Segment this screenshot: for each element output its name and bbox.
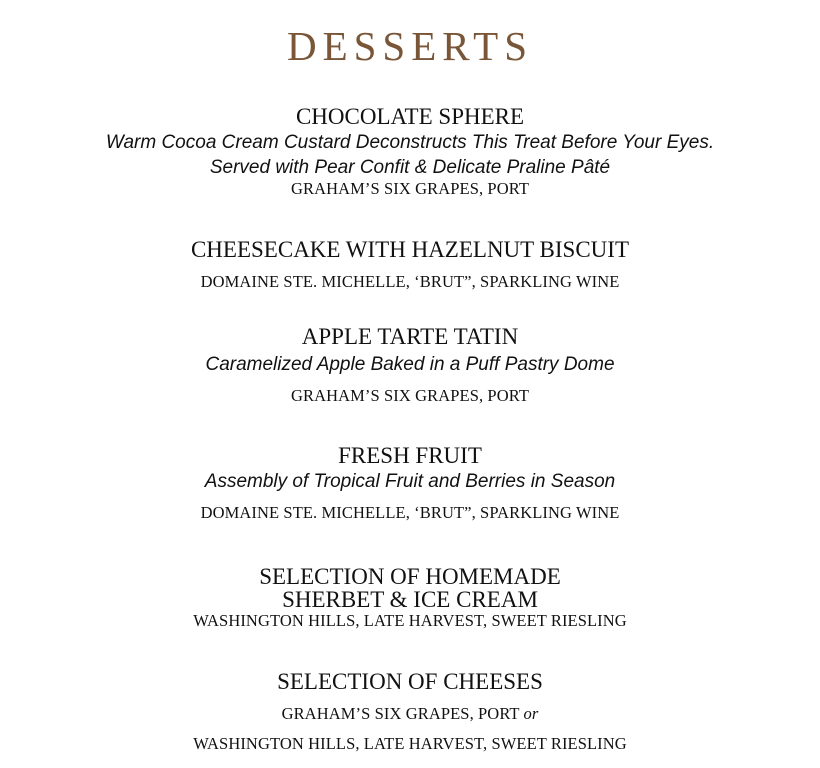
wine-pairing-text: GRAHAM’S SIX GRAPES, PORT bbox=[281, 704, 524, 723]
menu-item-description-line: Caramelized Apple Baked in a Puff Pastry Dome bbox=[205, 354, 615, 375]
wine-pairing-conjunction: or bbox=[523, 704, 539, 723]
menu-item-title: FRESH FRUIT bbox=[338, 443, 482, 468]
menu-item-wine-pairing: WASHINGTON HILLS, LATE HARVEST, SWEET RIESLING bbox=[193, 734, 627, 753]
menu-item-title: APPLE TARTE TATIN bbox=[301, 324, 519, 349]
menu-item-title-line: SELECTION OF HOMEMADE bbox=[259, 564, 561, 589]
menu-item-title-line: SHERBET & ICE CREAM bbox=[282, 587, 538, 612]
menu-item-title: CHOCOLATE SPHERE bbox=[295, 104, 525, 129]
menu-item-wine-pairing bbox=[0, 704, 820, 724]
menu-item-description-line: Served with Pear Confit & Delicate Praline Pâté bbox=[209, 157, 611, 178]
menu-item-wine-pairing: GRAHAM’S SIX GRAPES, PORT bbox=[290, 179, 530, 198]
menu-item-wine-pairing: GRAHAM’S SIX GRAPES, PORT bbox=[290, 386, 530, 405]
menu-heading: DESSERTS bbox=[286, 23, 534, 69]
menu-item-title: SELECTION OF CHEESES bbox=[277, 669, 543, 694]
menu-item-title: CHEESECAKE WITH HAZELNUT BISCUIT bbox=[190, 237, 630, 262]
menu-item-wine-pairing: DOMAINE STE. MICHELLE, ‘BRUT”, SPARKLING WINE bbox=[200, 503, 620, 522]
menu-item-description-line: Warm Cocoa Cream Custard Deconstructs This Treat Before Your Eyes. bbox=[105, 132, 715, 153]
menu-item-wine-pairing: WASHINGTON HILLS, LATE HARVEST, SWEET RIESLING bbox=[193, 611, 627, 630]
menu-item-wine-pairing: DOMAINE STE. MICHELLE, ‘BRUT”, SPARKLING WINE bbox=[200, 272, 620, 291]
menu-item-description-line: Assembly of Tropical Fruit and Berries in Season bbox=[204, 471, 616, 492]
